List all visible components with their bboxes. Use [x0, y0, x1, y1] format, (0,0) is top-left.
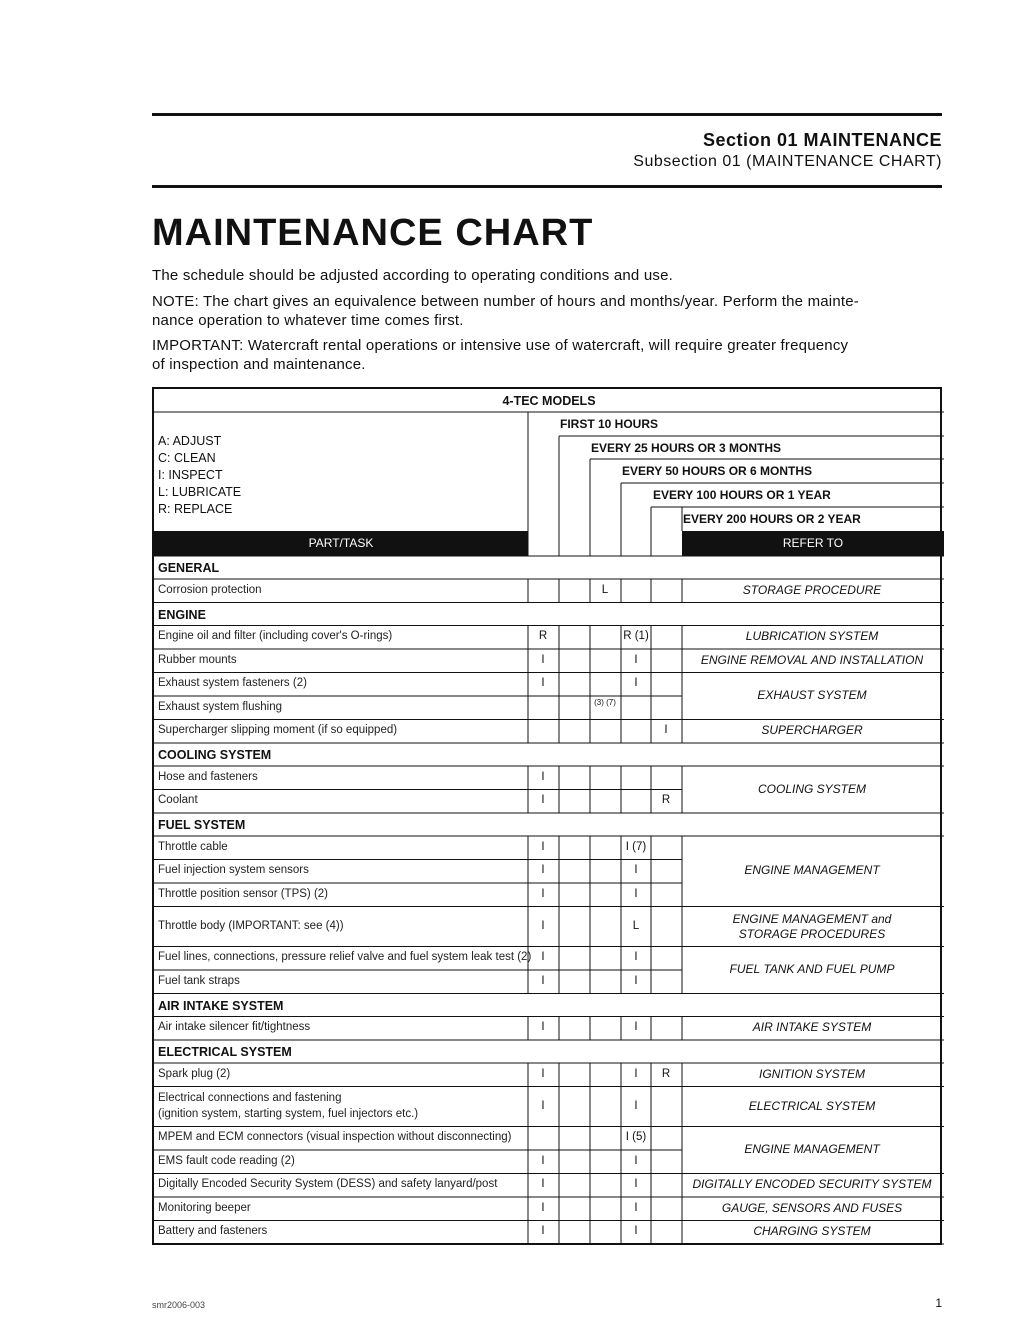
task-label: EMS fault code reading (2) [158, 1154, 295, 1167]
maintenance-mark: R [538, 630, 548, 643]
important-line1: Watercraft rental operations or intensive use of watercraft, will require greater frequency [243, 337, 849, 354]
maintenance-mark: I [541, 1154, 545, 1167]
maintenance-mark: I [541, 1225, 545, 1238]
maintenance-mark: I [634, 1201, 638, 1214]
maintenance-mark: I [634, 887, 638, 900]
maintenance-mark: I [634, 1178, 638, 1191]
note-line1: The chart gives an equivalence between number of hours and months/year. Perform the mainte- [198, 293, 859, 310]
refer-to-text: GAUGE, SENSORS AND FUSES [721, 1200, 903, 1215]
task-label: Battery and fasteners [158, 1225, 268, 1238]
maintenance-mark: I [634, 1021, 638, 1034]
task-label: Air intake silencer fit/tightness [158, 1021, 311, 1034]
task-label: Electrical connections and fastening [158, 1091, 342, 1104]
maintenance-chart [152, 387, 942, 1245]
maintenance-mark: I [541, 677, 545, 690]
legend [158, 433, 241, 518]
top-rule [152, 113, 942, 116]
maintenance-mark: I [634, 677, 638, 690]
maintenance-mark: I [634, 1067, 638, 1080]
category-label: COOLING SYSTEM [158, 748, 272, 762]
maintenance-mark: R (1) [623, 630, 649, 643]
task-label: Hose and fasteners [158, 770, 258, 783]
refer-to-text-line2: STORAGE PROCEDURES [738, 926, 886, 941]
maintenance-mark: I [664, 724, 668, 737]
maintenance-mark: I [634, 653, 638, 666]
legend-adjust: A: ADJUST [158, 434, 222, 448]
task-label: Monitoring beeper [158, 1201, 251, 1214]
span-note: (3) (7) [594, 698, 616, 707]
interval-label-2: EVERY 50 HOURS OR 6 MONTHS [622, 464, 813, 478]
refer-to-text: COOLING SYSTEM [757, 781, 867, 796]
category-label: ENGINE [158, 607, 206, 622]
category-label: AIR INTAKE SYSTEM [158, 998, 284, 1013]
task-label: Corrosion protection [158, 583, 262, 596]
maintenance-mark: I [541, 1201, 545, 1214]
interval-label-4: EVERY 200 HOURS OR 2 YEAR [683, 512, 861, 526]
maintenance-mark: I [634, 1154, 638, 1167]
schedule-paragraph [152, 266, 944, 285]
refer-to-text: STORAGE PROCEDURE [742, 582, 882, 597]
subsection-title: Subsection 01 (MAINTENANCE CHART) [633, 153, 942, 170]
legend-inspect: I: INSPECT [158, 468, 223, 482]
maintenance-mark: I [541, 770, 545, 783]
task-label: Digitally Encoded Security System (DESS) and safety lanyard/post [158, 1178, 498, 1191]
task-label: Rubber mounts [158, 653, 237, 666]
section-title: Section 01 MAINTENANCE [702, 130, 942, 150]
refer-to-text: ENGINE MANAGEMENT [744, 863, 880, 878]
legend-replace: R: REPLACE [158, 502, 233, 516]
legend-clean: C: CLEAN [158, 451, 216, 465]
legend-lubricate: L: LUBRICATE [158, 485, 242, 499]
refer-to-text: ENGINE MANAGEMENT [744, 1142, 880, 1156]
refer-to-text: AIR INTAKE SYSTEM [752, 1020, 872, 1035]
page-number: 1 [935, 1296, 942, 1310]
maintenance-mark: I [634, 974, 638, 987]
refer-to-text: IGNITION SYSTEM [758, 1066, 865, 1081]
refer-to-text: FUEL TANK AND FUEL PUMP [729, 962, 895, 976]
part-task-label: PART/TASK [308, 536, 374, 550]
important-paragraph [152, 336, 944, 374]
important-label: IMPORTANT: [152, 337, 244, 354]
task-label: Fuel lines, connections, pressure relief valve and fuel system leak test (2) [158, 951, 532, 964]
maintenance-mark: I [634, 864, 638, 877]
refer-to-text: SUPERCHARGER [761, 723, 863, 738]
schedule-text: The schedule should be adjusted according to operating conditions and use. [152, 267, 673, 284]
chart-title: 4-TEC MODELS [502, 394, 596, 408]
maintenance-mark: I [541, 653, 545, 666]
maintenance-mark: I [634, 1099, 638, 1112]
task-label: Fuel tank straps [158, 974, 240, 987]
maintenance-mark: I [634, 951, 638, 964]
note-line2: nance operation to whatever time comes first. [152, 312, 464, 329]
interval-label-3: EVERY 100 HOURS OR 1 YEAR [653, 488, 831, 502]
maintenance-mark: R [661, 794, 671, 807]
refer-to-text: ENGINE REMOVAL AND INSTALLATION [700, 652, 924, 667]
maintenance-mark: R [661, 1067, 671, 1080]
page-title: MAINTENANCE CHART [152, 212, 594, 254]
refer-to-text: ELECTRICAL SYSTEM [748, 1098, 876, 1113]
note-label: NOTE: [152, 293, 199, 310]
task-label: Throttle body (IMPORTANT: see (4)) [158, 919, 344, 932]
task-label: Exhaust system flushing [158, 700, 283, 713]
task-label: Coolant [158, 794, 198, 807]
interval-label-0: FIRST 10 HOURS [560, 417, 659, 431]
task-label: Spark plug (2) [158, 1067, 231, 1080]
maintenance-mark: I [541, 1099, 545, 1112]
maintenance-mark: I [541, 887, 545, 900]
maintenance-mark: I [541, 1067, 545, 1080]
maintenance-mark: I [541, 864, 545, 877]
maintenance-mark: I [541, 840, 545, 853]
refer-to-text: CHARGING SYSTEM [753, 1224, 871, 1239]
task-label: Throttle position sensor (TPS) (2) [158, 887, 329, 900]
task-label: Fuel injection system sensors [158, 864, 309, 877]
maintenance-mark: I [541, 919, 545, 932]
maintenance-mark: I [634, 1225, 638, 1238]
category-label: GENERAL [158, 561, 220, 575]
task-label: MPEM and ECM connectors (visual inspection without disconnecting) [158, 1131, 512, 1144]
task-label: Throttle cable [158, 840, 228, 853]
maintenance-mark: I (5) [625, 1131, 647, 1144]
category-label: FUEL SYSTEM [158, 818, 246, 832]
task-label: Engine oil and filter (including cover's O-rings) [158, 630, 393, 643]
header-bottom-rule [152, 185, 942, 188]
refer-to-text: DIGITALLY ENCODED SECURITY SYSTEM [692, 1177, 932, 1192]
category-label: ELECTRICAL SYSTEM [158, 1045, 292, 1059]
refer-to-label: REFER TO [782, 536, 844, 550]
maintenance-mark: L [632, 919, 640, 932]
task-label: Exhaust system fasteners (2) [158, 677, 307, 690]
document-code: smr2006-003 [152, 1300, 206, 1310]
task-label-line2: (ignition system, starting system, fuel injectors etc.) [158, 1107, 419, 1120]
refer-to-text: EXHAUST SYSTEM [757, 688, 867, 702]
task-label: Supercharger slipping moment (if so equipped) [158, 724, 398, 737]
note-paragraph [152, 292, 944, 330]
refer-to-text: LUBRICATION SYSTEM [745, 629, 879, 644]
maintenance-mark: I (7) [625, 840, 647, 853]
refer-to-text: ENGINE MANAGEMENT and [732, 911, 892, 926]
maintenance-mark: I [541, 951, 545, 964]
maintenance-mark: I [541, 1021, 545, 1034]
maintenance-mark: I [541, 1178, 545, 1191]
important-line2: of inspection and maintenance. [152, 356, 366, 373]
interval-label-1: EVERY 25 HOURS OR 3 MONTHS [591, 441, 782, 455]
maintenance-mark: L [601, 583, 609, 596]
maintenance-mark: I [541, 794, 545, 807]
maintenance-mark: I [541, 974, 545, 987]
